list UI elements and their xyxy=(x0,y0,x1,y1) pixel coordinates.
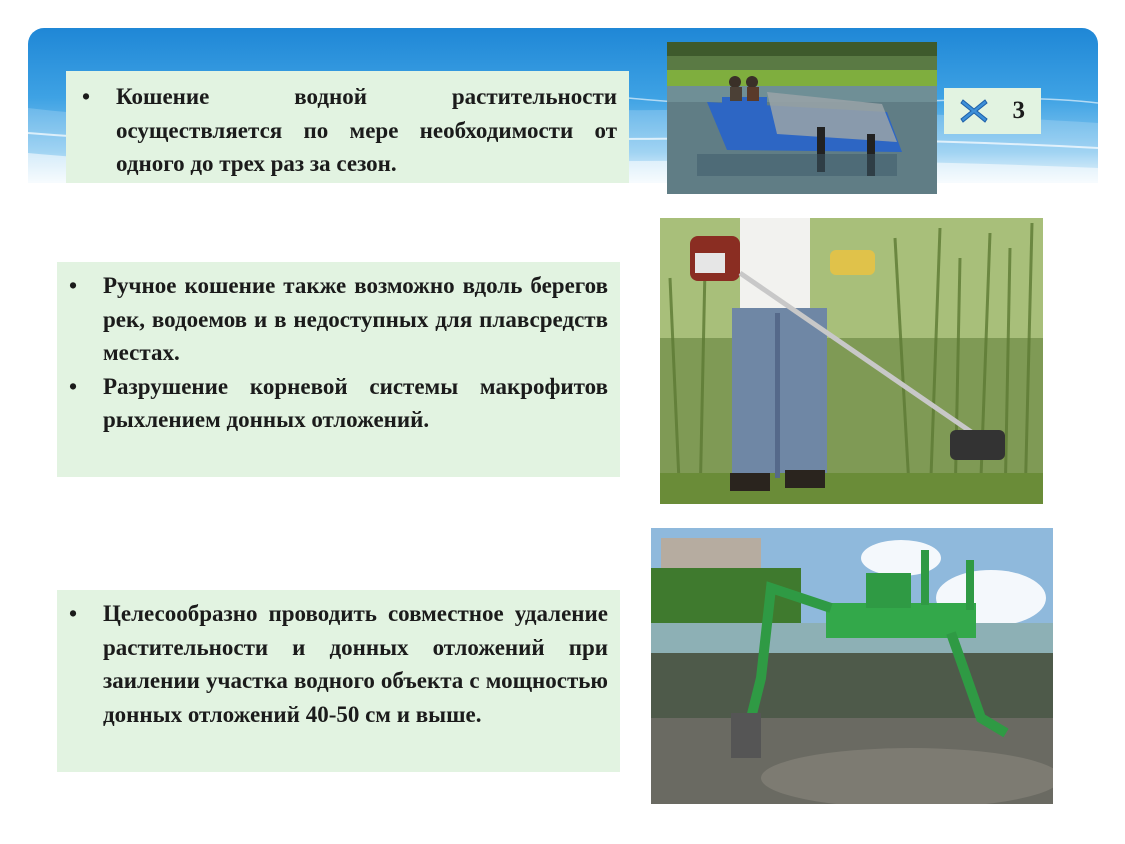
bullet-marker: • xyxy=(69,273,78,298)
bullet-marker: • xyxy=(69,601,78,626)
bullet-text: Целесообразно проводить совместное удаление растительности и донных отложений при заилении участка водного объекта с мощностью донных отложений 40-50 см и выше. xyxy=(103,601,608,727)
bullet-item xyxy=(69,370,608,437)
photo-amphibious-excavator xyxy=(651,528,1053,804)
slide-number-badge xyxy=(944,88,1041,134)
bullet-text: Ручное кошение также возможно вдоль берегов рек, водоемов и в недоступных для плавсредств местах. xyxy=(103,273,608,365)
bullet-item xyxy=(69,269,608,370)
text-block-manual-mowing xyxy=(57,262,620,477)
photo-manual-brush-cutter xyxy=(660,218,1043,504)
bullet-marker: • xyxy=(82,84,91,109)
bullet-item xyxy=(69,597,608,731)
text-block-combined-removal xyxy=(57,590,620,772)
slide-number: 3 xyxy=(1012,97,1025,124)
x-mark-icon xyxy=(958,96,990,131)
photo-weed-harvester-boat xyxy=(667,42,937,194)
bullet-marker: • xyxy=(69,373,78,399)
text-block-mowing-frequency xyxy=(66,71,629,183)
bullet-item xyxy=(82,80,617,181)
bullet-text: Кошение водной растительности осуществляется по мере необходимости от одного до трех раз за сезон. xyxy=(116,84,617,176)
bullet-text: Разрушение корневой системы макрофитов рыхлением донных отложений. xyxy=(103,373,608,432)
